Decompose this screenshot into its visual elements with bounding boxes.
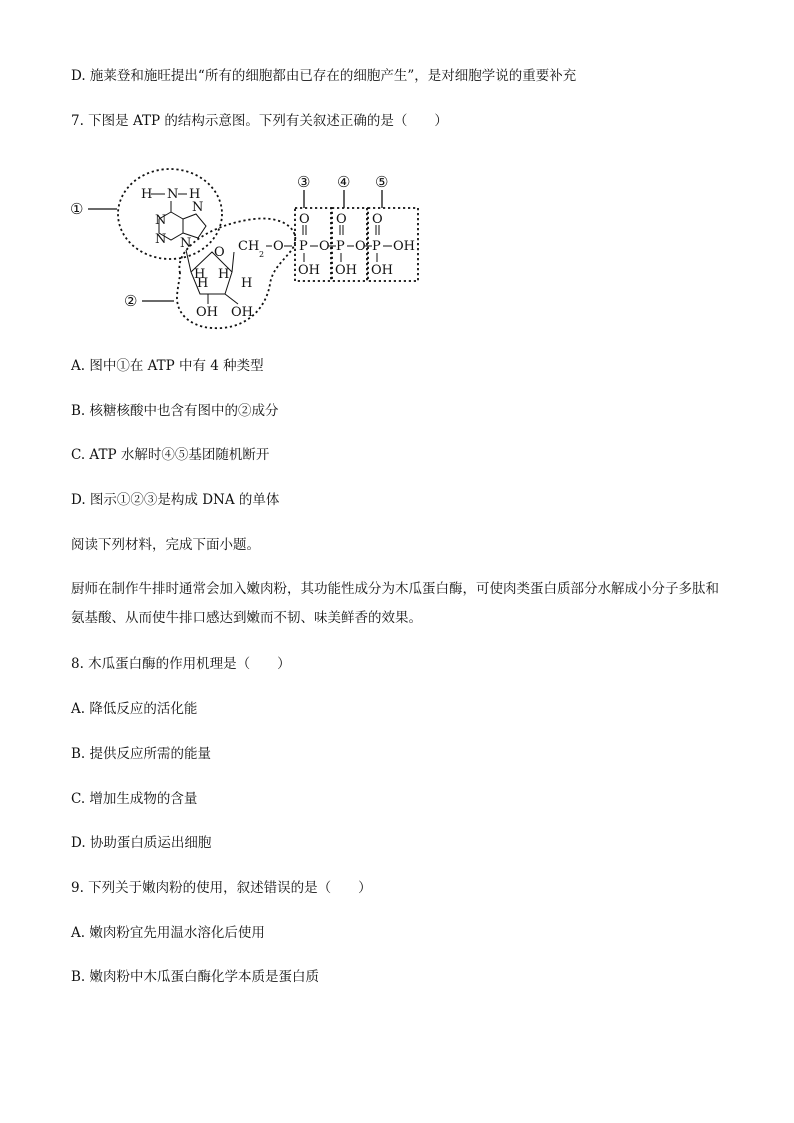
atp-structure-diagram bbox=[70, 166, 430, 336]
question-8-option-c: C. 增加生成物的含量 bbox=[71, 791, 198, 807]
atom-n-ring-1: N bbox=[155, 213, 167, 228]
question-7-option-c: C. ATP 水解时④⑤基团随机断开 bbox=[71, 447, 270, 463]
atom-n-ring-4: N bbox=[180, 236, 192, 251]
marker-3: ③ bbox=[297, 173, 311, 191]
atom-h-ribose-2: H bbox=[218, 267, 230, 282]
question-9-option-a: A. 嫩肉粉宜先用温水溶化后使用 bbox=[71, 925, 265, 941]
atom-oh-p3-right: OH bbox=[393, 239, 415, 254]
atom-n-amino: N bbox=[167, 187, 179, 202]
question-7-option-a: A. 图中①在 ATP 中有 4 种类型 bbox=[71, 358, 264, 374]
atom-oh-ribose-2: OH bbox=[231, 305, 253, 320]
atom-p1: P bbox=[299, 239, 308, 254]
marker-1: ① bbox=[70, 200, 84, 218]
atom-o-p1-top: O bbox=[299, 212, 310, 227]
atom-oh-ribose-1: OH bbox=[196, 305, 218, 320]
atom-oh-p3-bottom: OH bbox=[371, 263, 393, 278]
marker-4: ④ bbox=[337, 173, 351, 191]
atom-o-p3-top: O bbox=[372, 212, 383, 227]
question-7-option-b: B. 核糖核酸中也含有图中的②成分 bbox=[71, 403, 279, 419]
atom-h-ribose-4: H bbox=[241, 276, 253, 291]
atom-o-ribose: O bbox=[214, 245, 225, 260]
reading-passage: 厨师在制作牛排时通常会加入嫩肉粉，其功能性成分为木瓜蛋白酶，可使肉类蛋白质部分水解成小分子多肽和氨基酸、从而使牛排口感达到嫩而不韧、味美鲜香的效果。 bbox=[71, 581, 719, 626]
question-9-stem: 9. 下列关于嫩肉粉的使用，叙述错误的是（ ） bbox=[71, 880, 372, 896]
atom-o-bridge-2: O bbox=[355, 239, 366, 254]
atom-oh-p2: OH bbox=[335, 263, 357, 278]
atom-p3: P bbox=[372, 239, 381, 254]
base-group-circle bbox=[118, 169, 222, 259]
question-8-option-b: B. 提供反应所需的能量 bbox=[71, 746, 212, 762]
prev-option-d: D. 施莱登和施旺提出“所有的细胞都由已存在的细胞产生”，是对细胞学说的重要补充 bbox=[71, 68, 577, 84]
reading-instruction: 阅读下列材料，完成下面小题。 bbox=[71, 537, 260, 553]
atom-n-ring-2: N bbox=[155, 232, 167, 247]
atom-o-p2-top: O bbox=[336, 212, 347, 227]
atom-h-2: H bbox=[189, 187, 201, 202]
question-7-option-d: D. 图示①②③是构成 DNA 的单体 bbox=[71, 492, 280, 508]
atom-o-ester: O bbox=[273, 239, 284, 254]
question-8-stem: 8. 木瓜蛋白酶的作用机理是（ ） bbox=[71, 656, 291, 672]
question-8-option-a: A. 降低反应的活化能 bbox=[71, 701, 198, 717]
atom-h-1: H bbox=[141, 187, 153, 202]
atom-h-ribose-1: H bbox=[194, 267, 206, 282]
atom-p2: P bbox=[336, 239, 345, 254]
marker-5: ⑤ bbox=[375, 173, 389, 191]
question-9-option-b: B. 嫩肉粉中木瓜蛋白酶化学本质是蛋白质 bbox=[71, 969, 320, 985]
atom-n-ring-3: N bbox=[192, 200, 204, 215]
question-7-stem: 7. 下图是 ATP 的结构示意图。下列有关叙述正确的是（ ） bbox=[71, 113, 448, 129]
atom-oh-p1: OH bbox=[298, 263, 320, 278]
atom-o-bridge-1: O bbox=[319, 239, 330, 254]
question-8-option-d: D. 协助蛋白质运出细胞 bbox=[71, 835, 212, 851]
atom-h-ribose-3: H bbox=[197, 276, 209, 291]
marker-2: ② bbox=[124, 292, 138, 310]
atom-ch2-subscript: 2 bbox=[259, 250, 265, 259]
atom-ch2: CH bbox=[238, 239, 260, 254]
